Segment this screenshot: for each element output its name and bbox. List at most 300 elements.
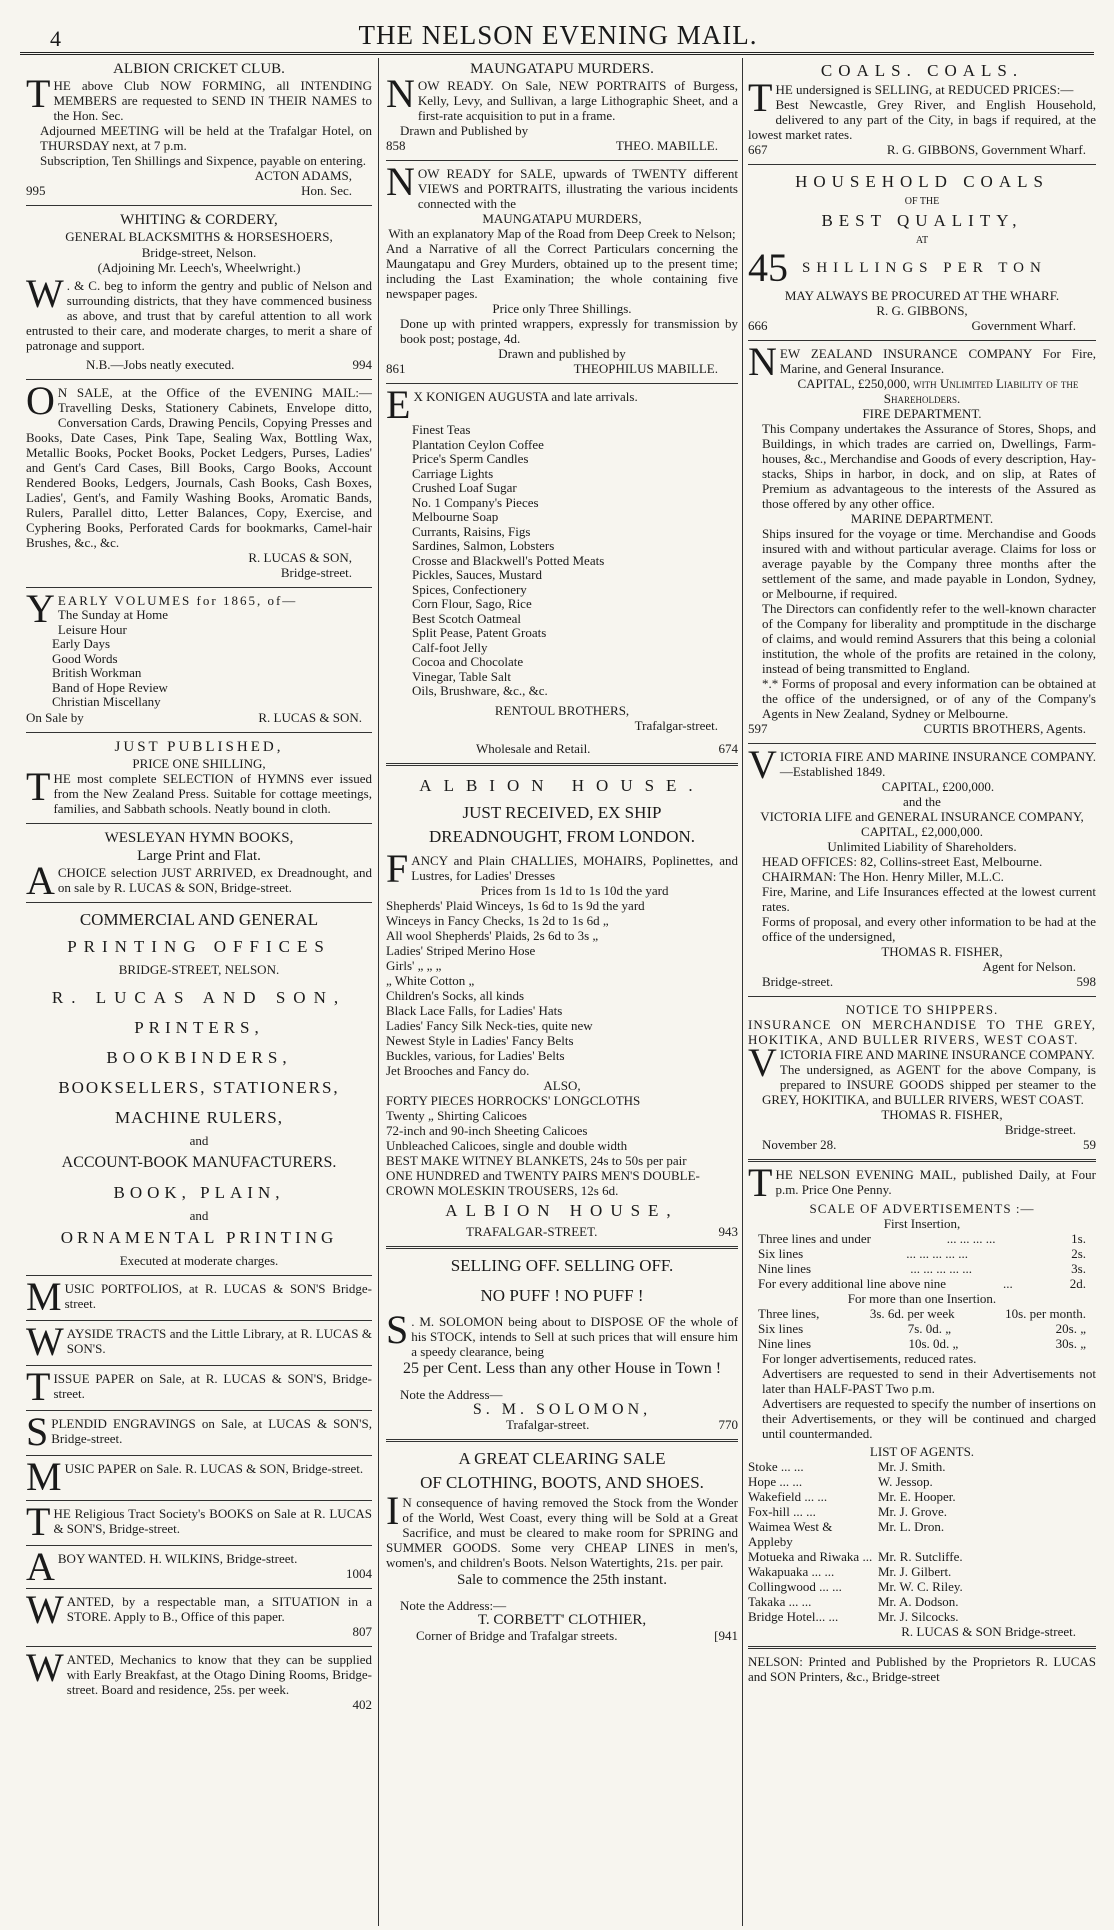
ad-signature: R. LUCAS & SON. bbox=[258, 709, 362, 725]
ad-number: 598 bbox=[1076, 974, 1096, 989]
agent-place: Bridge Hotel... ... bbox=[748, 1609, 839, 1624]
ad-subheading: OF CLOTHING, BOOTS, AND SHOES. bbox=[420, 1472, 704, 1492]
ad-heading: SHILLINGS PER TON bbox=[802, 259, 1047, 276]
ad-signature: Agent for Nelson. bbox=[982, 959, 1076, 974]
ad-body: *.* Forms of proposal and every information can be obtained at the office of the undersigned, or of any of the Company's Agents in New Zealand, Sydney or Melbourne. bbox=[762, 676, 1096, 721]
ad-subheading: MARINE DEPARTMENT. bbox=[850, 511, 994, 526]
rate-label: Nine lines bbox=[758, 1336, 812, 1351]
ad-body: HE most complete SELECTION of HYMNS ever issued from the New Zealand Press. Suitable for cottage meetings, families, and Sabbath schools. Neatly bound in cloth. bbox=[53, 770, 372, 816]
table-row bbox=[758, 1261, 1086, 1276]
list-item: Crosse and Blackwell's Potted Meats bbox=[412, 552, 605, 568]
divider bbox=[386, 1246, 738, 1249]
ad-text: And a Narrative of all the Correct Particulars concerning the Maungatapu and Grey Murders, obtained up to the present time; including the Last Examination; the whole containing five newspaper pages. bbox=[386, 241, 738, 301]
ad-heading: HOUSEHOLD COALS bbox=[795, 172, 1049, 191]
ad-heading: ACCOUNT-BOOK MANUFACTURERS. bbox=[61, 1153, 337, 1171]
rate-label: Six lines bbox=[758, 1321, 804, 1336]
ad-note: Wholesale and Retail. bbox=[476, 740, 591, 756]
page-number: 4 bbox=[50, 26, 61, 51]
agent-place: Hope ... ... bbox=[748, 1474, 803, 1489]
list-item: Carriage Lights bbox=[412, 465, 494, 481]
agent-place: Collingwood ... ... bbox=[748, 1579, 842, 1594]
drop-cap: W bbox=[26, 1318, 64, 1364]
ad-body: OW READY for SALE, upwards of TWENTY different VIEWS and PORTRAITS, illustrating the various incidents connected with the bbox=[417, 166, 738, 211]
volume-list bbox=[26, 608, 372, 710]
ad-number: 59 bbox=[1083, 1137, 1096, 1152]
agent-name: Mr. A. Dodson. bbox=[878, 1594, 959, 1609]
ad-heading: BOOK, PLAIN, bbox=[113, 1182, 285, 1202]
agent-name: Mr. J. Grove. bbox=[878, 1504, 947, 1519]
list-item bbox=[748, 1519, 1096, 1549]
agents-list bbox=[748, 1459, 1096, 1624]
ad-heading: ORNAMENTAL PRINTING bbox=[60, 1227, 338, 1247]
agent-place: Stoke ... ... bbox=[748, 1459, 804, 1474]
ad-heading: NOTICE TO SHIPPERS. bbox=[845, 1002, 999, 1017]
ad-small bbox=[26, 1408, 372, 1454]
drop-cap: M bbox=[26, 1273, 62, 1319]
list-item bbox=[748, 1549, 1096, 1564]
ad-note: Note the Address:— bbox=[400, 1597, 507, 1613]
table-row bbox=[758, 1246, 1086, 1261]
list-item: Split Pease, Patent Groats bbox=[412, 625, 547, 640]
agent-name: W. Jessop. bbox=[878, 1474, 933, 1489]
ad-body: ANTED, by a respectable man, a SITUATION in a STORE. Apply to B., Office of this paper. bbox=[66, 1593, 372, 1624]
ad-price: Prices from 1s 1d to 1s 10d the yard bbox=[480, 882, 669, 898]
list-item: Plantation Ceylon Coffee bbox=[412, 436, 544, 452]
ad-heading: BEST QUALITY, bbox=[821, 211, 1023, 230]
drop-cap: T bbox=[26, 1363, 51, 1409]
rate-value: 3s. bbox=[1071, 1261, 1086, 1276]
ad-number: 667 bbox=[748, 142, 768, 157]
drop-cap: S bbox=[386, 1306, 409, 1352]
list-item: Pickles, Sauces, Mustard bbox=[412, 567, 542, 582]
ad-mechanics-wanted bbox=[26, 1644, 372, 1715]
divider bbox=[26, 1320, 372, 1321]
list-item: 72-inch and 90-inch Sheeting Calicoes bbox=[386, 1122, 588, 1138]
divider bbox=[26, 732, 372, 733]
ad-number: 666 bbox=[748, 318, 768, 333]
drop-cap: V bbox=[748, 1040, 777, 1085]
drop-cap: N bbox=[748, 339, 777, 384]
rate-month: 20s. „ bbox=[1055, 1321, 1086, 1336]
rate-label: Six lines bbox=[758, 1246, 804, 1261]
ad-subheading: MAUNGATAPU MURDERS, bbox=[482, 211, 642, 226]
rate-table bbox=[748, 1306, 1096, 1351]
ad-note: Note the Address— bbox=[400, 1386, 503, 1402]
ad-signature: THOMAS R. FISHER, bbox=[881, 1107, 1003, 1122]
ad-number: 858 bbox=[386, 138, 406, 153]
column-1 bbox=[26, 60, 372, 1926]
ad-body: ICTORIA FIRE AND MARINE INSURANCE COMPANY. bbox=[779, 1047, 1095, 1062]
column-divider bbox=[378, 58, 379, 1926]
rate-value: 2s. bbox=[1071, 1246, 1086, 1261]
leader-dots: ... ... ... ... ... bbox=[910, 1261, 972, 1276]
ad-text: Drawn and published by bbox=[498, 346, 626, 361]
list-item: FORTY PIECES HORROCKS' LONGCLOTHS bbox=[386, 1092, 641, 1108]
rate-week: 7s. 0d. „ bbox=[907, 1321, 952, 1336]
divider bbox=[26, 1365, 372, 1366]
divider bbox=[26, 1275, 372, 1276]
ad-subheading: GENERAL BLACKSMITHS & HORSESHOERS, bbox=[65, 229, 333, 244]
list-item: Band of Hope Review bbox=[52, 679, 168, 695]
ad-note: N.B.—Jobs neatly executed. bbox=[86, 357, 235, 372]
list-item: Finest Teas bbox=[412, 422, 471, 437]
ad-small bbox=[26, 1453, 372, 1499]
ad-text: Executed at moderate charges. bbox=[119, 1252, 279, 1268]
ad-number: 597 bbox=[748, 721, 768, 736]
grocery-list bbox=[386, 421, 738, 699]
price-numeral: 45 bbox=[748, 245, 788, 290]
list-item: Melbourne Soap bbox=[412, 509, 499, 524]
list-item: Sardines, Salmon, Lobsters bbox=[412, 538, 555, 553]
ad-small bbox=[26, 1498, 372, 1544]
drop-cap: W bbox=[26, 1644, 64, 1690]
ad-body: The Directors can confidently refer to the well-known character of the Company for liberality and promptitude in the discharge of claims, and would remind Assurers that this being a colonial institution, the whole of the profits are retained in the colony, instead of being transmitted to England. bbox=[762, 601, 1096, 676]
ad-signature: THEO. MABILLE. bbox=[615, 138, 718, 153]
ad-address: (Adjoining Mr. Leech's, Wheelwright.) bbox=[97, 260, 301, 275]
ad-signature: Bridge-street. bbox=[280, 565, 352, 580]
agent-name: Mr. R. Sutcliffe. bbox=[878, 1549, 963, 1564]
rate-table bbox=[748, 1231, 1096, 1291]
list-item: Winceys in Fancy Checks, 1s 2d to 1s 6d „ bbox=[386, 912, 609, 928]
divider bbox=[386, 160, 738, 161]
ad-subheading: VICTORIA LIFE and GENERAL INSURANCE COMPANY, bbox=[760, 809, 1084, 824]
list-item bbox=[748, 1474, 1096, 1489]
ad-heading: COMMERCIAL AND GENERAL bbox=[79, 909, 319, 929]
agent-name: Mr. J. Smith. bbox=[878, 1459, 946, 1474]
agent-name: Mr. L. Dron. bbox=[878, 1519, 945, 1534]
ad-number: 402 bbox=[352, 1696, 372, 1712]
ad-cricket-club bbox=[26, 60, 372, 201]
table-row bbox=[758, 1306, 1086, 1321]
rate-value: 2d. bbox=[1069, 1276, 1086, 1291]
ad-number: [941 bbox=[714, 1627, 738, 1643]
ad-signature: Bridge-street. bbox=[1004, 1122, 1076, 1137]
masthead bbox=[20, 6, 1096, 50]
ad-body: . M. SOLOMON being about to DISPOSE OF the whole of his STOCK, intends to Sell at such prices that will ensure him a speedy clearance, being bbox=[411, 1313, 738, 1359]
ad-body: N consequence of having removed the Stock from the Wonder of the World, West Coast, every thing will be Sold at a Great Sacrifice, and must be cleared to make room for SPRING and SUMMER GOODS. Some very CHEAP LINES in men's, women's, and children's Boots. Nelson Watertights, 21s. per pair. bbox=[386, 1494, 738, 1570]
ad-signature: THEOPHILUS MABILLE. bbox=[573, 361, 718, 376]
agent-name: Mr. W. C. Riley. bbox=[878, 1579, 963, 1594]
list-item: Corn Flour, Sago, Rice bbox=[412, 596, 532, 611]
list-item bbox=[748, 1594, 1096, 1609]
ad-small bbox=[26, 1318, 372, 1364]
list-item bbox=[748, 1459, 1096, 1474]
list-item bbox=[748, 1489, 1096, 1504]
list-item: Twenty „ Shirting Calicoes bbox=[386, 1107, 527, 1123]
ad-body: Forms of proposal, and every other information to be had at the office of the undersigned, bbox=[762, 914, 1096, 944]
ad-wesleyan-hymns bbox=[26, 829, 372, 903]
agent-place: Motueka and Riwaka ... bbox=[748, 1549, 873, 1564]
list-item: Calf-foot Jelly bbox=[412, 639, 488, 655]
ad-number: 807 bbox=[352, 1623, 372, 1639]
list-item: Price's Sperm Candles bbox=[412, 451, 529, 466]
drop-cap: A bbox=[26, 857, 55, 903]
ad-signature: R. LUCAS & SON, bbox=[248, 550, 352, 565]
ad-number: 770 bbox=[718, 1416, 738, 1432]
divider bbox=[26, 1500, 372, 1501]
list-item: Black Lace Falls, for Ladies' Hats bbox=[386, 1002, 563, 1018]
list-item: Christian Miscellany bbox=[52, 694, 161, 709]
drop-cap: T bbox=[26, 1498, 51, 1544]
drop-cap: A bbox=[26, 1543, 55, 1589]
agent-name: Mr. J. Gilbert. bbox=[878, 1564, 952, 1579]
divider bbox=[26, 1545, 372, 1546]
list-item: Cocoa and Chocolate bbox=[412, 654, 524, 669]
ad-heading: ALBION CRICKET CLUB. bbox=[113, 61, 285, 77]
ad-konigen-augusta bbox=[386, 382, 738, 759]
ad-highlight: 25 per Cent. Less than any other House in Town ! bbox=[402, 1359, 722, 1377]
ad-text: OF THE bbox=[904, 196, 940, 207]
ad-body: CHOICE selection JUST ARRIVED, ex Dreadnought, and on sale by R. LUCAS & SON, Bridge-street. bbox=[57, 864, 372, 895]
ad-body: ISSUE PAPER on Sale, at R. LUCAS & SON'S, Bridge-street. bbox=[53, 1370, 372, 1401]
drop-cap: S bbox=[26, 1408, 49, 1454]
ad-text: CAPITAL, £200,000. bbox=[881, 779, 995, 794]
list-item: Currants, Raisins, Figs bbox=[412, 523, 531, 539]
drop-cap: V bbox=[748, 742, 777, 787]
ad-body: OW READY. On Sale, NEW PORTRAITS of Burgess, Kelly, Levy, and Sullivan, a large Lithographic Sheet, and a first-rate acquisition to put in a frame. bbox=[417, 78, 738, 123]
list-item: Crushed Loaf Sugar bbox=[412, 480, 517, 495]
ad-body: EARLY VOLUMES for 1865, of— bbox=[57, 593, 298, 608]
ad-heading: A GREAT CLEARING SALE bbox=[458, 1448, 666, 1468]
table-row bbox=[758, 1336, 1086, 1351]
list-item: Buckles, various, for Ladies' Belts bbox=[386, 1047, 565, 1063]
ad-text: MAY ALWAYS BE PROCURED AT THE WHARF. bbox=[784, 288, 1060, 303]
drop-cap: T bbox=[26, 71, 51, 116]
ad-text: First Insertion, bbox=[883, 1216, 961, 1231]
ad-subheading: DREADNOUGHT, FROM LONDON. bbox=[428, 826, 695, 846]
ad-subheading: SCALE OF ADVERTISEMENTS :— bbox=[809, 1201, 1035, 1216]
drop-cap: W bbox=[26, 271, 64, 316]
ad-text: ALSO, bbox=[543, 1077, 581, 1093]
list-item: Good Words bbox=[52, 650, 118, 666]
drop-cap: O bbox=[26, 378, 55, 423]
ad-body: Ships insured for the voyage or time. Merchandise and Goods insured with and without particular average. Claims for loss or average payable by the Company three months after the settlement of the same, and made payable in London, Sydney, or Melbourne, if required. bbox=[762, 526, 1096, 601]
ad-heading: BOOKSELLERS, STATIONERS, bbox=[58, 1077, 340, 1097]
ad-note: On Sale by bbox=[26, 709, 84, 725]
ad-just-published bbox=[26, 738, 372, 819]
masthead-rule bbox=[20, 52, 1094, 55]
agent-name: Mr. J. Silcocks. bbox=[878, 1609, 959, 1624]
ad-price: Price only Three Shillings. bbox=[492, 301, 632, 316]
ad-text: and bbox=[189, 1132, 209, 1148]
list-item: Early Days bbox=[52, 636, 111, 651]
ad-signature: R. G. GIBBONS, bbox=[876, 303, 968, 318]
ad-heading: WESLEYAN HYMN BOOKS, bbox=[104, 829, 294, 846]
column-3 bbox=[748, 60, 1096, 1926]
rate-label: Three lines and under bbox=[758, 1231, 871, 1246]
ad-body: AYSIDE TRACTS and the Little Library, at R. LUCAS & SON'S. bbox=[66, 1325, 372, 1356]
ad-heading: BOOKBINDERS, bbox=[106, 1047, 292, 1067]
list-item: Leisure Hour bbox=[57, 621, 127, 637]
ad-body: ANTED, Mechanics to know that they can be supplied with Early Breakfast, at the Otago Dining Rooms, Bridge-street. Board and residence, 25s. per week. bbox=[66, 1651, 372, 1697]
ad-heading: PRINTERS, bbox=[134, 1017, 264, 1037]
drop-cap: I bbox=[386, 1487, 400, 1533]
list-item: Jet Brooches and Fancy do. bbox=[386, 1062, 530, 1078]
ad-text: CAPITAL, £250,000, with Unlimited Liability of the Shareholders. bbox=[797, 376, 1079, 406]
ad-heading: JUST PUBLISHED, bbox=[114, 738, 284, 755]
ad-notice-to-shippers bbox=[748, 1002, 1096, 1155]
ad-signature: T. CORBETT' CLOTHIER, bbox=[477, 1611, 647, 1628]
drop-cap: T bbox=[748, 75, 773, 120]
table-row bbox=[758, 1276, 1086, 1291]
goods-list bbox=[386, 898, 738, 1078]
list-item bbox=[748, 1564, 1096, 1579]
ad-number: 994 bbox=[352, 357, 372, 372]
ad-body: Subscription, Ten Shillings and Sixpence, payable on entering. bbox=[40, 153, 366, 168]
divider bbox=[748, 340, 1096, 341]
ad-albion-house bbox=[386, 771, 738, 1242]
ad-signature: Hon. Sec. bbox=[301, 183, 352, 198]
ad-body: ANCY and Plain CHALLIES, MOHAIRS, Poplinettes, and Lustres, for Ladies' Dresses bbox=[411, 852, 738, 883]
divider bbox=[26, 587, 372, 588]
ad-body: Fire, Marine, and Life Insurances effected at the lowest current rates. bbox=[762, 884, 1096, 914]
ad-text: CHAIRMAN: The Hon. Henry Miller, M.L.C. bbox=[762, 869, 1004, 884]
ad-selling-off bbox=[386, 1254, 738, 1435]
ad-address: Bridge-street. bbox=[762, 974, 834, 989]
divider bbox=[26, 205, 372, 206]
ad-text: Done up with printed wrappers, expressly for transmission by book post; postage, 4d. bbox=[400, 316, 738, 346]
ad-subheading: LIST OF AGENTS. bbox=[869, 1444, 975, 1459]
ad-body: Advertisers are requested to specify the number of insertions on their Advertisements, or they will be continued and charged until countermanded. bbox=[762, 1396, 1096, 1441]
divider bbox=[748, 996, 1096, 997]
list-item bbox=[748, 1579, 1096, 1594]
divider bbox=[26, 902, 372, 903]
list-item: Newest Style in Ladies' Fancy Belts bbox=[386, 1032, 574, 1048]
ad-clearing-sale bbox=[386, 1447, 738, 1646]
ad-body: USIC PORTFOLIOS, at R. LUCAS & SON'S Bridge-street. bbox=[64, 1280, 372, 1311]
drop-cap: N bbox=[386, 159, 415, 204]
ad-body: PLENDID ENGRAVINGS on Sale, at LUCAS & SON'S, Bridge-street. bbox=[51, 1415, 372, 1446]
divider bbox=[26, 1646, 372, 1647]
rate-label: For every additional line above nine bbox=[758, 1276, 947, 1291]
ad-signature: R. G. GIBBONS, Government Wharf. bbox=[886, 142, 1086, 157]
ad-signature: R. LUCAS & SON Bridge-street. bbox=[901, 1624, 1076, 1639]
ad-nz-insurance bbox=[748, 339, 1096, 739]
ad-on-sale-stationery bbox=[26, 378, 372, 583]
ad-address: Corner of Bridge and Trafalgar streets. bbox=[416, 1627, 618, 1643]
list-item: Best Scotch Oatmeal bbox=[412, 610, 522, 626]
ad-number: 995 bbox=[26, 183, 46, 198]
ad-household-coals bbox=[748, 170, 1096, 336]
divider bbox=[748, 164, 1096, 165]
ad-text: AT bbox=[915, 235, 929, 246]
ad-small bbox=[26, 1273, 372, 1319]
ad-text: HEAD OFFICES: 82, Collins-street East, Melbourne. bbox=[762, 854, 1043, 869]
agent-name: Mr. E. Hooper. bbox=[878, 1489, 956, 1504]
ad-address: TRAFALGAR-STREET. bbox=[466, 1223, 598, 1239]
ad-text: and bbox=[189, 1207, 209, 1223]
agent-place: Fox-hill ... ... bbox=[748, 1504, 816, 1519]
ad-body: Adjourned MEETING will be held at the Trafalgar Hotel, on THURSDAY next, at 7 p.m. bbox=[40, 123, 372, 153]
ad-highlight: Sale to commence the 25th instant. bbox=[457, 1571, 667, 1588]
ad-signature: CURTIS BROTHERS, Agents. bbox=[923, 721, 1086, 736]
divider bbox=[748, 1159, 1096, 1162]
ad-signature: RENTOUL BROTHERS, bbox=[494, 702, 630, 718]
list-item: Vinegar, Table Salt bbox=[412, 668, 511, 684]
ad-body: The undersigned, as AGENT for the above Company, is prepared to INSURE GOODS shipped per steamer to the GREY, HOKITIKA, and BULLER RIVERS, WEST COAST. bbox=[762, 1062, 1096, 1107]
printer-imprint: NELSON: Printed and Published by the Proprietors R. LUCAS and SON Printers, &c., Bridge-street bbox=[748, 1654, 1096, 1684]
drop-cap: T bbox=[26, 763, 51, 809]
list-item: Shepherds' Plaid Winceys, 1s 6d to 1s 9d the yard bbox=[386, 897, 645, 913]
ad-body: EW ZEALAND INSURANCE COMPANY For Fire, Marine, and General Insurance. bbox=[779, 346, 1096, 376]
ad-maungatapu-portraits bbox=[386, 60, 738, 156]
divider bbox=[748, 1646, 1096, 1649]
ad-subheading: INSURANCE ON MERCHANDISE TO THE GREY, HOKITIKA, AND BULLER RIVERS, WEST COAST. bbox=[748, 1017, 1096, 1047]
ad-text: and the bbox=[903, 794, 941, 809]
drop-cap: F bbox=[386, 845, 409, 891]
ad-heading: PRINTING OFFICES bbox=[67, 936, 331, 956]
ad-body: HE above Club NOW FORMING, all INTENDING MEMBERS are requested to SEND IN THEIR NAMES to the Hon. Sec. bbox=[53, 78, 372, 123]
goods-list bbox=[386, 1093, 738, 1198]
ad-maungatapu-views bbox=[386, 159, 738, 379]
newspaper-title: THE NELSON EVENING MAIL. bbox=[358, 20, 758, 50]
list-item: ONE HUNDRED and TWENTY PAIRS MEN'S DOUBLE-CROWN MOLESKIN TROUSERS, 12s 6d. bbox=[386, 1167, 700, 1198]
leader-dots: ... ... ... ... bbox=[946, 1231, 996, 1246]
ad-number: 861 bbox=[386, 361, 406, 376]
drop-cap: Y bbox=[26, 586, 55, 631]
list-item: Unbleached Calicoes, single and double width bbox=[386, 1137, 628, 1153]
ad-heading: SELLING OFF. SELLING OFF. bbox=[450, 1255, 674, 1275]
agent-place: Waimea West & Appleby bbox=[748, 1519, 833, 1549]
divider bbox=[26, 379, 372, 380]
ad-coals bbox=[748, 60, 1096, 160]
divider bbox=[748, 743, 1096, 744]
ad-body: BOY WANTED. H. WILKINS, Bridge-street. bbox=[57, 1550, 298, 1566]
ad-date: November 28. bbox=[762, 1137, 837, 1152]
ad-subheading: JUST RECEIVED, EX SHIP bbox=[462, 802, 662, 822]
ad-victoria-insurance bbox=[748, 742, 1096, 992]
ad-body: X KONIGEN AUGUSTA and late arrivals. bbox=[413, 389, 638, 404]
ad-heading: R. LUCAS AND SON, bbox=[51, 987, 347, 1007]
ad-heading: COALS. COALS. bbox=[820, 61, 1024, 80]
ad-address: Bridge-street, Nelson. bbox=[141, 245, 257, 260]
list-item: The Sunday at Home bbox=[57, 607, 169, 622]
list-item: Girls' „ „ „ bbox=[386, 957, 442, 973]
list-item: BEST MAKE WITNEY BLANKETS, 24s to 50s per pair bbox=[386, 1152, 687, 1168]
rate-label: Three lines, bbox=[758, 1306, 820, 1321]
ad-body: Advertisers are requested to send in their Advertisements not later than HALF-PAST Two p.m. bbox=[762, 1366, 1096, 1396]
drop-cap: M bbox=[26, 1453, 62, 1499]
ad-text: For more than one Insertion. bbox=[847, 1291, 997, 1306]
rate-label: Nine lines bbox=[758, 1261, 812, 1276]
ad-subheading: Large Print and Flat. bbox=[137, 847, 261, 864]
ad-boy-wanted bbox=[26, 1543, 372, 1589]
rate-week: 10s. 0d. „ bbox=[908, 1336, 959, 1351]
ad-heading: ALBION HOUSE. bbox=[419, 775, 705, 795]
ad-signature: Trafalgar-street. bbox=[634, 717, 718, 733]
ad-heading: WHITING & CORDERY, bbox=[120, 212, 278, 228]
ad-address: BRIDGE-STREET, NELSON. bbox=[118, 961, 280, 977]
ad-signature: ACTON ADAMS, bbox=[254, 168, 352, 183]
ad-heading: MAUNGATAPU MURDERS. bbox=[470, 61, 654, 77]
ad-body: USIC PAPER on Sale. R. LUCAS & SON, Bridge-street. bbox=[64, 1460, 364, 1476]
drop-cap: T bbox=[748, 1160, 773, 1205]
drop-cap: N bbox=[386, 71, 415, 116]
rate-month: 30s. „ bbox=[1055, 1336, 1086, 1351]
list-item: British Workman bbox=[52, 665, 142, 680]
drop-cap: W bbox=[26, 1586, 64, 1632]
ad-number: 943 bbox=[718, 1223, 738, 1239]
ad-number: 1004 bbox=[346, 1565, 372, 1581]
ad-signature: THOMAS R. FISHER, bbox=[881, 944, 1003, 959]
ad-heading: ALBION HOUSE, bbox=[445, 1200, 679, 1220]
column-divider bbox=[742, 58, 743, 1926]
ad-number: 674 bbox=[718, 740, 738, 756]
ad-address: Trafalgar-street. bbox=[506, 1416, 590, 1432]
list-item bbox=[748, 1609, 1096, 1624]
list-item: Spices, Confectionery bbox=[412, 581, 527, 597]
list-item: No. 1 Company's Pieces bbox=[412, 494, 539, 510]
